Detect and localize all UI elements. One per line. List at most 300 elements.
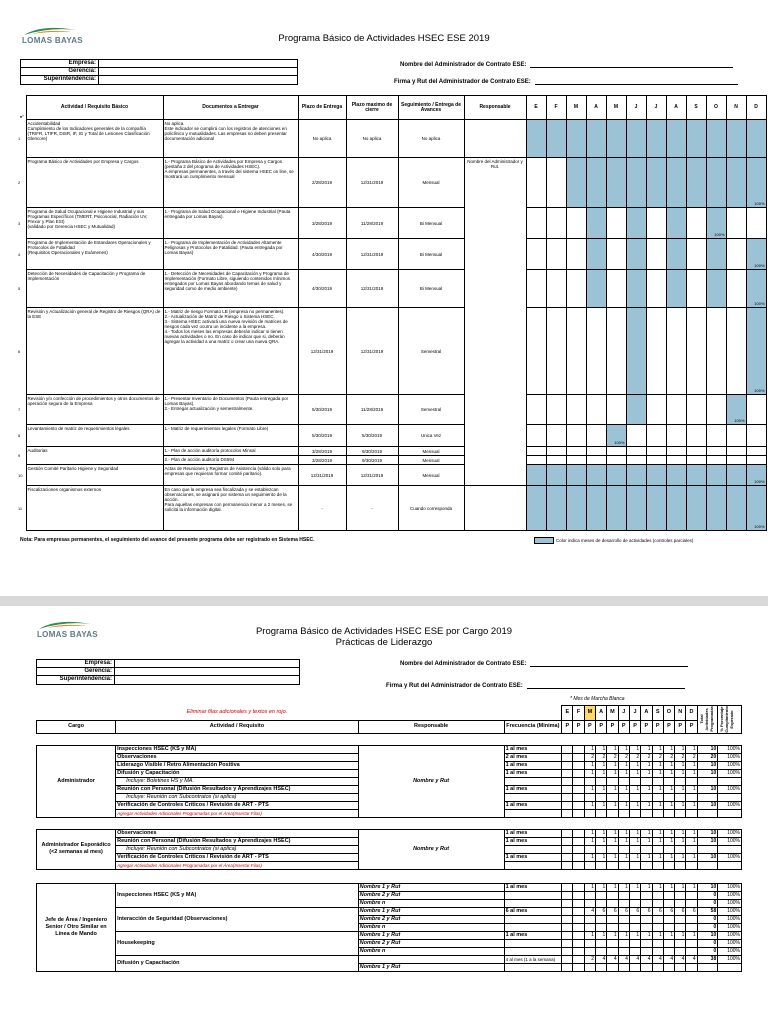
month-value[interactable]	[584, 923, 595, 931]
month-value[interactable]	[641, 891, 652, 899]
gerencia-field-2[interactable]	[115, 668, 299, 675]
month-cell[interactable]	[746, 425, 766, 447]
month-cell[interactable]	[746, 465, 766, 486]
month-cell[interactable]	[726, 465, 746, 486]
month-value[interactable]: 1	[663, 745, 674, 753]
month-value[interactable]: 1	[596, 931, 607, 939]
month-value[interactable]	[618, 947, 629, 955]
month-value[interactable]	[618, 809, 629, 817]
month-cell[interactable]	[546, 486, 566, 531]
month-cell[interactable]	[626, 308, 646, 395]
month-cell[interactable]	[586, 158, 606, 208]
month-value[interactable]	[663, 861, 674, 869]
month-cell[interactable]	[626, 208, 646, 239]
month-value[interactable]	[562, 785, 573, 793]
month-value[interactable]: 1	[641, 853, 652, 861]
month-cell[interactable]	[586, 486, 606, 531]
month-value[interactable]	[573, 793, 584, 801]
month-value[interactable]: 1	[584, 801, 595, 809]
month-value[interactable]	[629, 845, 640, 853]
month-value[interactable]: 1	[652, 837, 663, 845]
month-value[interactable]	[573, 769, 584, 777]
month-value[interactable]	[573, 785, 584, 793]
month-value[interactable]: 1	[607, 883, 618, 891]
month-cell[interactable]	[586, 270, 606, 308]
month-value[interactable]: 1	[675, 785, 686, 793]
month-cell[interactable]	[566, 425, 586, 447]
admin-name-field-2[interactable]	[530, 660, 688, 667]
month-value[interactable]: 1	[618, 853, 629, 861]
month-value[interactable]	[686, 963, 697, 971]
month-value[interactable]: 1	[618, 769, 629, 777]
month-cell[interactable]	[526, 395, 546, 425]
month-value[interactable]: 1	[675, 769, 686, 777]
month-value[interactable]	[675, 809, 686, 817]
month-value[interactable]	[641, 939, 652, 947]
month-cell[interactable]	[686, 425, 706, 447]
month-value[interactable]	[618, 963, 629, 971]
month-value[interactable]	[562, 899, 573, 907]
month-value[interactable]	[562, 829, 573, 837]
month-value[interactable]: 2	[675, 753, 686, 761]
month-value[interactable]: 1	[663, 761, 674, 769]
month-value[interactable]	[562, 947, 573, 955]
month-value[interactable]	[663, 915, 674, 923]
month-cell[interactable]	[566, 270, 586, 308]
month-value[interactable]	[596, 899, 607, 907]
month-cell[interactable]	[686, 208, 706, 239]
month-value[interactable]	[562, 907, 573, 915]
month-value[interactable]	[607, 845, 618, 853]
month-value[interactable]	[618, 899, 629, 907]
month-value[interactable]	[607, 793, 618, 801]
month-cell[interactable]	[726, 308, 746, 395]
month-value[interactable]	[663, 891, 674, 899]
month-cell[interactable]	[586, 120, 606, 158]
month-value[interactable]	[573, 963, 584, 971]
month-value[interactable]: 1	[686, 829, 697, 837]
month-value[interactable]	[562, 809, 573, 817]
month-value[interactable]: 4	[629, 955, 640, 963]
month-cell[interactable]	[726, 120, 746, 158]
month-value[interactable]	[675, 963, 686, 971]
month-value[interactable]	[584, 845, 595, 853]
month-cell[interactable]	[666, 308, 686, 395]
month-value[interactable]	[663, 793, 674, 801]
month-value[interactable]: 1	[629, 829, 640, 837]
month-value[interactable]: 1	[675, 837, 686, 845]
month-cell[interactable]	[746, 456, 766, 465]
month-value[interactable]: 1	[584, 785, 595, 793]
month-value[interactable]	[618, 939, 629, 947]
month-cell[interactable]	[546, 239, 566, 270]
month-value[interactable]	[663, 939, 674, 947]
month-value[interactable]	[573, 777, 584, 785]
month-value[interactable]: 1	[652, 829, 663, 837]
month-cell[interactable]	[566, 486, 586, 531]
month-value[interactable]: 1	[675, 745, 686, 753]
month-cell[interactable]	[566, 456, 586, 465]
month-cell[interactable]	[586, 447, 606, 456]
month-value[interactable]	[562, 915, 573, 923]
month-value[interactable]: 1	[596, 801, 607, 809]
month-value[interactable]	[607, 923, 618, 931]
month-value[interactable]	[652, 845, 663, 853]
month-value[interactable]	[584, 947, 595, 955]
responsable-cell[interactable]	[358, 955, 504, 963]
month-cell[interactable]	[526, 308, 546, 395]
month-value[interactable]: 6	[652, 907, 663, 915]
month-value[interactable]: 1	[652, 785, 663, 793]
month-value[interactable]	[596, 861, 607, 869]
admin-name-field[interactable]	[530, 61, 733, 68]
month-cell[interactable]	[566, 465, 586, 486]
month-value[interactable]: 1	[652, 761, 663, 769]
month-value[interactable]	[641, 899, 652, 907]
month-value[interactable]: 1	[629, 883, 640, 891]
month-cell[interactable]	[706, 270, 726, 308]
month-value[interactable]: 1	[652, 931, 663, 939]
month-value[interactable]	[652, 939, 663, 947]
month-value[interactable]: 2	[584, 753, 595, 761]
month-cell[interactable]	[626, 486, 646, 531]
month-value[interactable]: 1	[618, 801, 629, 809]
month-value[interactable]	[675, 947, 686, 955]
month-value[interactable]	[562, 801, 573, 809]
month-value[interactable]: 4	[686, 955, 697, 963]
month-cell[interactable]	[546, 120, 566, 158]
month-value[interactable]	[686, 899, 697, 907]
month-value[interactable]	[629, 939, 640, 947]
month-value[interactable]	[562, 931, 573, 939]
month-value[interactable]: 1	[629, 837, 640, 845]
admin-sign-field-2[interactable]	[527, 682, 685, 689]
responsable-cell[interactable]: Nombre 1 y Rut	[358, 963, 504, 971]
month-value[interactable]	[629, 915, 640, 923]
month-value[interactable]: 1	[675, 853, 686, 861]
month-cell[interactable]	[746, 308, 766, 395]
month-value[interactable]	[686, 861, 697, 869]
month-value[interactable]	[584, 899, 595, 907]
month-value[interactable]: 1	[584, 931, 595, 939]
month-value[interactable]	[573, 947, 584, 955]
month-cell[interactable]	[686, 447, 706, 456]
month-cell[interactable]	[646, 308, 666, 395]
month-cell[interactable]	[546, 208, 566, 239]
month-value[interactable]: 1	[618, 761, 629, 769]
month-value[interactable]: 1	[686, 785, 697, 793]
month-value[interactable]: 1	[607, 761, 618, 769]
month-cell[interactable]	[646, 465, 666, 486]
month-cell[interactable]	[626, 447, 646, 456]
month-value[interactable]	[584, 809, 595, 817]
month-value[interactable]: 4	[596, 955, 607, 963]
month-value[interactable]: 1	[686, 745, 697, 753]
month-value[interactable]	[596, 915, 607, 923]
month-value[interactable]	[573, 931, 584, 939]
month-value[interactable]	[686, 891, 697, 899]
month-cell[interactable]	[606, 308, 626, 395]
month-value[interactable]	[573, 861, 584, 869]
month-cell[interactable]	[566, 308, 586, 395]
month-value[interactable]	[652, 915, 663, 923]
month-cell[interactable]	[586, 239, 606, 270]
month-value[interactable]	[663, 963, 674, 971]
month-cell[interactable]	[646, 425, 666, 447]
month-value[interactable]	[573, 837, 584, 845]
month-cell[interactable]	[566, 395, 586, 425]
month-cell[interactable]	[686, 465, 706, 486]
month-cell[interactable]	[726, 456, 746, 465]
month-value[interactable]	[618, 923, 629, 931]
month-cell[interactable]	[566, 239, 586, 270]
month-value[interactable]	[562, 963, 573, 971]
month-cell[interactable]	[726, 395, 746, 425]
month-cell[interactable]	[526, 120, 546, 158]
month-value[interactable]	[675, 923, 686, 931]
month-value[interactable]	[573, 899, 584, 907]
month-cell[interactable]	[706, 158, 726, 208]
month-value[interactable]: 1	[584, 883, 595, 891]
month-cell[interactable]	[666, 239, 686, 270]
month-value[interactable]	[607, 891, 618, 899]
month-cell[interactable]	[726, 158, 746, 208]
month-cell[interactable]	[666, 425, 686, 447]
month-value[interactable]: 1	[584, 837, 595, 845]
month-cell[interactable]	[626, 395, 646, 425]
month-value[interactable]: 1	[596, 853, 607, 861]
month-cell[interactable]	[606, 425, 626, 447]
month-value[interactable]: 1	[641, 801, 652, 809]
month-value[interactable]: 1	[686, 769, 697, 777]
month-value[interactable]: 4	[641, 955, 652, 963]
month-value[interactable]: 1	[596, 761, 607, 769]
superintendencia-field-2[interactable]	[115, 676, 299, 684]
month-value[interactable]	[675, 915, 686, 923]
month-value[interactable]: 2	[652, 753, 663, 761]
month-cell[interactable]	[646, 120, 666, 158]
month-value[interactable]: 1	[618, 837, 629, 845]
month-value[interactable]	[562, 883, 573, 891]
month-value[interactable]: 4	[675, 955, 686, 963]
responsable-cell[interactable]: Nombre 1 y Rut	[358, 907, 504, 915]
month-value[interactable]: 1	[686, 837, 697, 845]
month-value[interactable]: 2	[686, 753, 697, 761]
month-cell[interactable]	[606, 120, 626, 158]
month-value[interactable]	[641, 793, 652, 801]
month-cell[interactable]	[606, 456, 626, 465]
month-value[interactable]: 4	[663, 955, 674, 963]
month-cell[interactable]	[666, 465, 686, 486]
month-value[interactable]: 1	[675, 883, 686, 891]
month-value[interactable]	[641, 845, 652, 853]
month-cell[interactable]	[706, 486, 726, 531]
month-value[interactable]	[607, 777, 618, 785]
month-value[interactable]: 1	[596, 745, 607, 753]
month-value[interactable]	[675, 891, 686, 899]
month-value[interactable]	[562, 769, 573, 777]
month-cell[interactable]	[546, 425, 566, 447]
month-value[interactable]	[663, 809, 674, 817]
month-value[interactable]	[584, 915, 595, 923]
month-value[interactable]	[663, 923, 674, 931]
month-value[interactable]	[584, 777, 595, 785]
month-cell[interactable]	[666, 120, 686, 158]
superintendencia-field[interactable]	[99, 76, 297, 84]
month-value[interactable]: 1	[607, 769, 618, 777]
month-cell[interactable]	[726, 208, 746, 239]
month-cell[interactable]	[606, 158, 626, 208]
month-value[interactable]: 2	[596, 753, 607, 761]
month-value[interactable]: 1	[652, 853, 663, 861]
month-value[interactable]	[618, 777, 629, 785]
month-value[interactable]	[596, 947, 607, 955]
month-cell[interactable]	[606, 395, 626, 425]
month-cell[interactable]	[746, 208, 766, 239]
month-cell[interactable]	[666, 270, 686, 308]
month-value[interactable]: 1	[607, 745, 618, 753]
month-value[interactable]	[686, 777, 697, 785]
month-value[interactable]: 2	[618, 753, 629, 761]
month-cell[interactable]	[526, 425, 546, 447]
month-value[interactable]	[618, 845, 629, 853]
responsable-cell[interactable]: Nombre 1 y Rut	[358, 931, 504, 939]
month-cell[interactable]	[606, 239, 626, 270]
month-value[interactable]	[562, 777, 573, 785]
month-value[interactable]	[562, 853, 573, 861]
month-value[interactable]	[652, 899, 663, 907]
month-cell[interactable]	[526, 486, 546, 531]
month-value[interactable]: 6	[686, 907, 697, 915]
responsable-cell[interactable]: Nombre 1 y Rut	[358, 883, 504, 891]
month-value[interactable]	[607, 861, 618, 869]
month-cell[interactable]	[706, 208, 726, 239]
month-cell[interactable]	[726, 239, 746, 270]
month-value[interactable]: 1	[629, 745, 640, 753]
month-cell[interactable]	[706, 425, 726, 447]
month-cell[interactable]	[706, 120, 726, 158]
month-value[interactable]	[573, 809, 584, 817]
month-value[interactable]	[618, 793, 629, 801]
month-value[interactable]: 1	[584, 829, 595, 837]
month-value[interactable]: 1	[618, 883, 629, 891]
month-cell[interactable]	[546, 465, 566, 486]
month-value[interactable]: 1	[675, 931, 686, 939]
month-value[interactable]	[573, 907, 584, 915]
month-value[interactable]	[573, 845, 584, 853]
month-value[interactable]: 1	[641, 837, 652, 845]
month-value[interactable]: 2	[641, 753, 652, 761]
month-cell[interactable]	[626, 456, 646, 465]
month-value[interactable]: 1	[618, 745, 629, 753]
month-cell[interactable]	[686, 486, 706, 531]
month-cell[interactable]	[686, 308, 706, 395]
month-value[interactable]	[652, 809, 663, 817]
responsable-cell[interactable]: Nombre n	[358, 923, 504, 931]
month-cell[interactable]	[646, 208, 666, 239]
month-value[interactable]	[629, 947, 640, 955]
month-value[interactable]: 1	[675, 801, 686, 809]
month-value[interactable]: 2	[629, 753, 640, 761]
month-value[interactable]	[607, 963, 618, 971]
month-value[interactable]	[641, 861, 652, 869]
month-value[interactable]: 1	[641, 829, 652, 837]
month-value[interactable]	[562, 939, 573, 947]
month-value[interactable]: 1	[584, 853, 595, 861]
month-cell[interactable]	[666, 486, 686, 531]
month-cell[interactable]	[586, 395, 606, 425]
month-value[interactable]	[596, 793, 607, 801]
month-value[interactable]: 6	[641, 907, 652, 915]
month-cell[interactable]	[546, 456, 566, 465]
month-value[interactable]: 2	[584, 955, 595, 963]
month-value[interactable]: 1	[584, 769, 595, 777]
month-value[interactable]: 1	[607, 785, 618, 793]
month-value[interactable]	[686, 915, 697, 923]
month-value[interactable]: 1	[686, 931, 697, 939]
month-value[interactable]	[584, 861, 595, 869]
month-value[interactable]	[596, 923, 607, 931]
month-cell[interactable]	[746, 395, 766, 425]
month-value[interactable]	[686, 947, 697, 955]
month-cell[interactable]	[686, 456, 706, 465]
month-value[interactable]	[652, 777, 663, 785]
month-value[interactable]	[686, 845, 697, 853]
month-value[interactable]	[686, 809, 697, 817]
month-value[interactable]	[562, 845, 573, 853]
month-value[interactable]	[618, 861, 629, 869]
month-value[interactable]: 1	[675, 761, 686, 769]
month-value[interactable]	[584, 793, 595, 801]
month-cell[interactable]	[706, 465, 726, 486]
month-cell[interactable]	[626, 120, 646, 158]
month-value[interactable]: 1	[641, 931, 652, 939]
month-cell[interactable]	[526, 456, 546, 465]
month-value[interactable]	[596, 777, 607, 785]
month-cell[interactable]	[666, 447, 686, 456]
month-value[interactable]	[641, 923, 652, 931]
month-cell[interactable]	[606, 208, 626, 239]
month-value[interactable]: 6	[675, 907, 686, 915]
month-cell[interactable]	[706, 395, 726, 425]
month-cell[interactable]	[726, 486, 746, 531]
month-value[interactable]	[573, 915, 584, 923]
month-value[interactable]: 1	[686, 761, 697, 769]
month-cell[interactable]	[526, 447, 546, 456]
month-cell[interactable]	[686, 239, 706, 270]
month-cell[interactable]	[606, 447, 626, 456]
month-value[interactable]	[629, 923, 640, 931]
month-value[interactable]: 1	[652, 769, 663, 777]
month-value[interactable]: 4	[584, 907, 595, 915]
month-value[interactable]: 1	[607, 853, 618, 861]
month-cell[interactable]	[546, 308, 566, 395]
month-value[interactable]	[663, 947, 674, 955]
month-cell[interactable]	[646, 158, 666, 208]
month-cell[interactable]	[586, 425, 606, 447]
month-value[interactable]: 1	[607, 801, 618, 809]
month-value[interactable]	[629, 777, 640, 785]
month-cell[interactable]	[566, 447, 586, 456]
month-value[interactable]	[663, 899, 674, 907]
month-value[interactable]	[562, 745, 573, 753]
month-cell[interactable]	[666, 395, 686, 425]
month-value[interactable]: 4	[607, 955, 618, 963]
month-value[interactable]	[573, 923, 584, 931]
month-value[interactable]: 1	[675, 829, 686, 837]
month-value[interactable]	[629, 809, 640, 817]
month-cell[interactable]	[746, 486, 766, 531]
